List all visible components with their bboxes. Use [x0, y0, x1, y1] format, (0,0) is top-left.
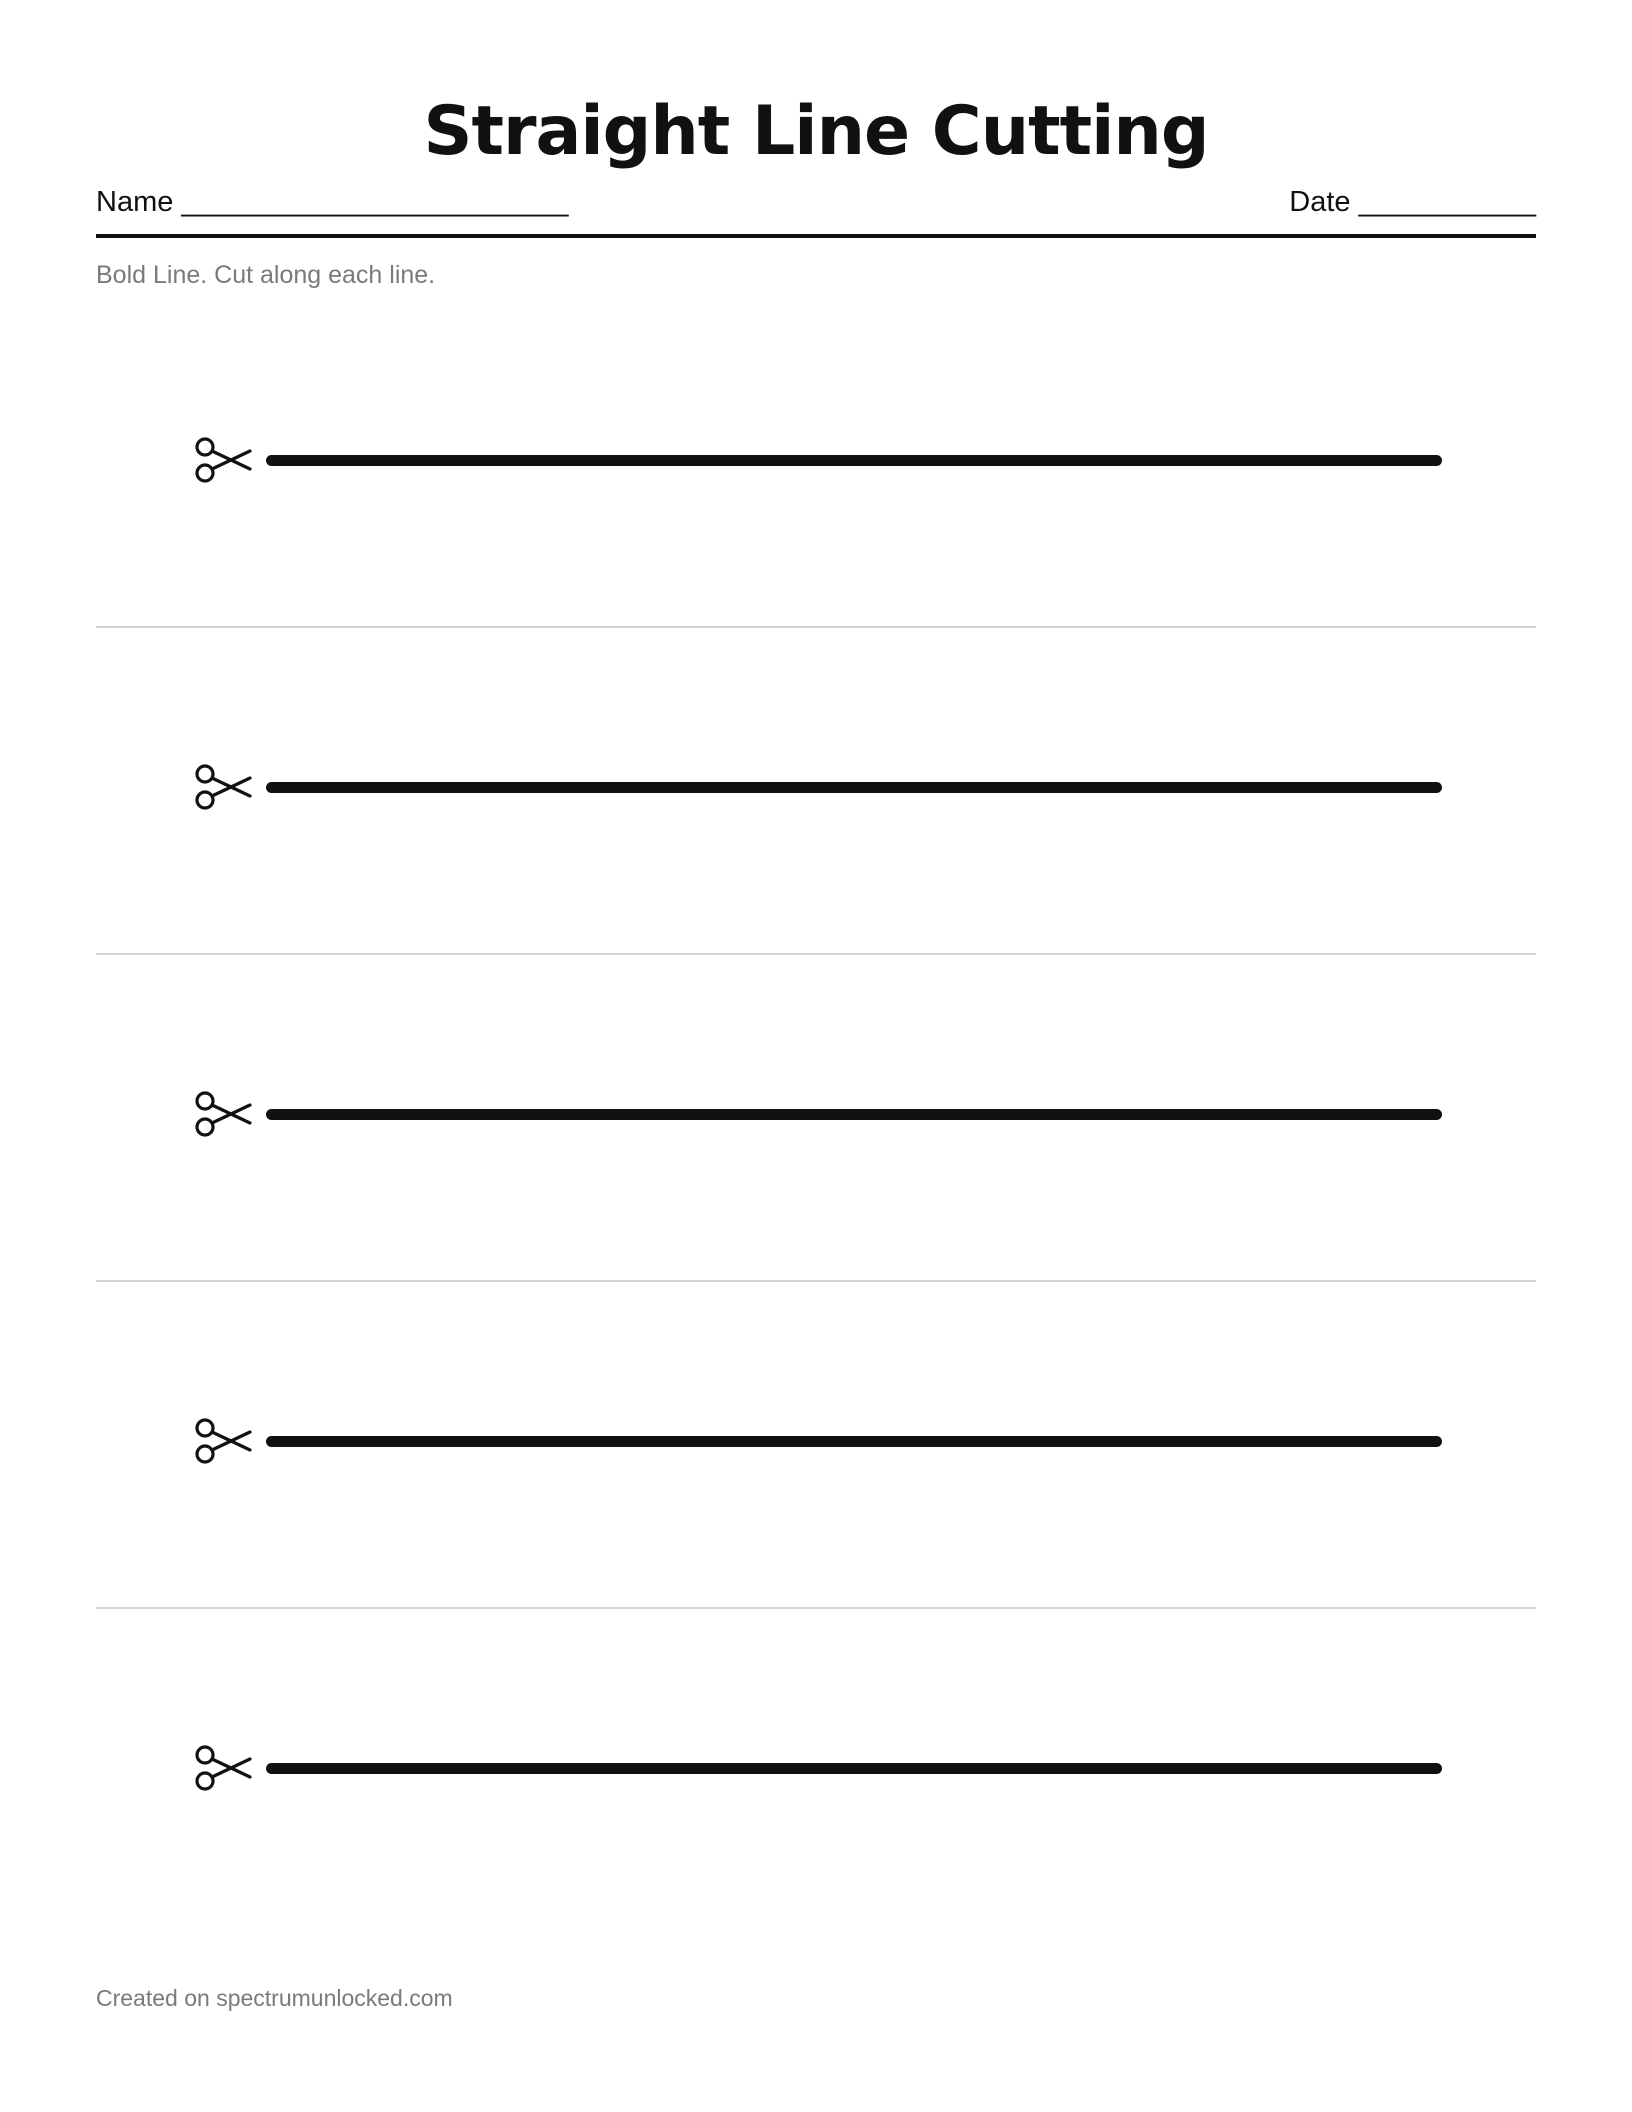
cut-line: [266, 455, 1442, 466]
scissors-icon: [194, 434, 254, 486]
cut-line: [266, 1436, 1442, 1447]
instructions-text: Bold Line. Cut along each line.: [96, 261, 436, 289]
date-field: Date ___________: [1289, 186, 1536, 218]
page-title: Straight Line Cutting: [423, 92, 1209, 171]
scissors-icon: [194, 1415, 254, 1467]
cut-line-row: [96, 954, 1536, 1284]
cut-line: [266, 1109, 1442, 1120]
cut-line-row: [96, 627, 1536, 957]
scissors-icon: [194, 1742, 254, 1794]
scissors-icon: [194, 761, 254, 813]
cut-line: [266, 1763, 1442, 1774]
cut-line-row: [96, 1608, 1536, 1938]
name-field: Name ________________________: [96, 186, 569, 218]
footer-credit: Created on spectrumunlocked.com: [96, 1985, 453, 2011]
cut-line-row: [96, 1281, 1536, 1611]
header-rule: [96, 234, 1536, 238]
scissors-icon: [194, 1088, 254, 1140]
cut-line-row: [96, 300, 1536, 630]
cut-line: [266, 782, 1442, 793]
